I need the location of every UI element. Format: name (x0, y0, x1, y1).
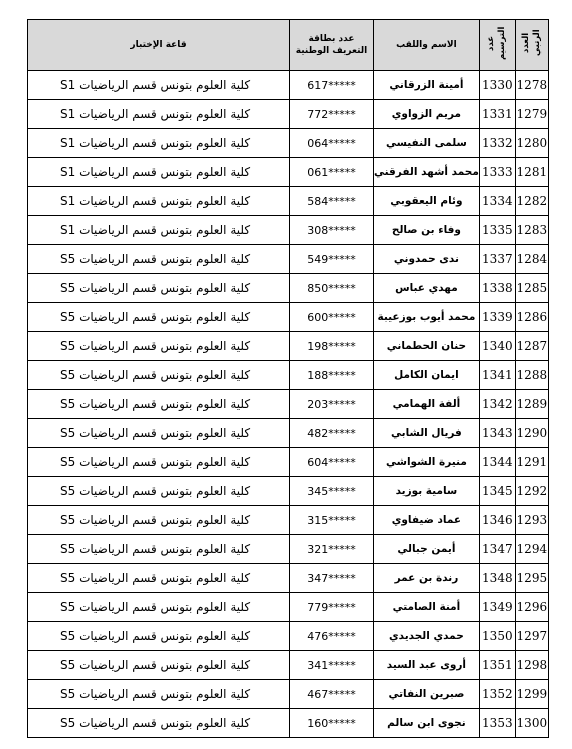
row-index: 1289 (515, 390, 548, 419)
row-id-card: 347***** (290, 564, 374, 593)
row-exam-room: كلية العلوم بتونس قسم الرياضيات S1 (28, 187, 290, 216)
row-exam-room: كلية العلوم بتونس قسم الرياضيات S5 (28, 332, 290, 361)
row-registration-number: 1334 (479, 187, 515, 216)
row-exam-room: كلية العلوم بتونس قسم الرياضيات S5 (28, 506, 290, 535)
row-registration-number: 1348 (479, 564, 515, 593)
row-name: سلمى النفيسي (374, 129, 480, 158)
table-row (28, 361, 549, 390)
row-name: رندة بن عمر (374, 564, 480, 593)
row-registration-number: 1347 (479, 535, 515, 564)
row-index: 1300 (515, 709, 548, 738)
header-room: قاعة الإختبار (28, 20, 290, 71)
row-registration-number: 1341 (479, 361, 515, 390)
row-name: محمد أيوب بوزعيبة (374, 303, 480, 332)
table-row (28, 535, 549, 564)
row-id-card: 160***** (290, 709, 374, 738)
row-name: مريم الزواوي (374, 100, 480, 129)
row-exam-room: كلية العلوم بتونس قسم الرياضيات S5 (28, 593, 290, 622)
table-row (28, 129, 549, 158)
row-index: 1291 (515, 448, 548, 477)
row-index: 1299 (515, 680, 548, 709)
row-registration-number: 1352 (479, 680, 515, 709)
row-index: 1284 (515, 245, 548, 274)
row-index: 1298 (515, 651, 548, 680)
row-registration-number: 1332 (479, 129, 515, 158)
row-exam-room: كلية العلوم بتونس قسم الرياضيات S5 (28, 419, 290, 448)
table-row (28, 390, 549, 419)
candidates-table (27, 19, 549, 738)
row-name: وفاء بن صالح (374, 216, 480, 245)
header-number (479, 20, 515, 71)
row-id-card: 345***** (290, 477, 374, 506)
table-row (28, 506, 549, 535)
table-row (28, 709, 549, 738)
row-name: حنان الحطماني (374, 332, 480, 361)
row-id-card: 061***** (290, 158, 374, 187)
row-id-card: 308***** (290, 216, 374, 245)
row-registration-number: 1346 (479, 506, 515, 535)
row-exam-room: كلية العلوم بتونس قسم الرياضيات S5 (28, 390, 290, 419)
row-index: 1280 (515, 129, 548, 158)
row-index: 1297 (515, 622, 548, 651)
row-registration-number: 1343 (479, 419, 515, 448)
row-id-card: 850***** (290, 274, 374, 303)
row-exam-room: كلية العلوم بتونس قسم الرياضيات S1 (28, 71, 290, 100)
row-exam-room: كلية العلوم بتونس قسم الرياضيات S5 (28, 361, 290, 390)
row-id-card: 315***** (290, 506, 374, 535)
row-id-card: 604***** (290, 448, 374, 477)
row-index: 1295 (515, 564, 548, 593)
table-row (28, 564, 549, 593)
table-row (28, 651, 549, 680)
row-name: ألفة الهمامي (374, 390, 480, 419)
row-index: 1288 (515, 361, 548, 390)
table-row (28, 680, 549, 709)
row-index: 1290 (515, 419, 548, 448)
table-row (28, 216, 549, 245)
row-exam-room: كلية العلوم بتونس قسم الرياضيات S1 (28, 216, 290, 245)
row-registration-number: 1350 (479, 622, 515, 651)
row-name: ايمان الكامل (374, 361, 480, 390)
row-index: 1283 (515, 216, 548, 245)
row-id-card: 064***** (290, 129, 374, 158)
row-exam-room: كلية العلوم بتونس قسم الرياضيات S1 (28, 129, 290, 158)
row-registration-number: 1337 (479, 245, 515, 274)
row-id-card: 321***** (290, 535, 374, 564)
header-index (515, 20, 548, 71)
row-registration-number: 1342 (479, 390, 515, 419)
table-row (28, 303, 549, 332)
row-id-card: 600***** (290, 303, 374, 332)
row-id-card: 198***** (290, 332, 374, 361)
row-index: 1287 (515, 332, 548, 361)
table-header (28, 20, 549, 71)
row-name: أمينة الزرقاني (374, 71, 480, 100)
row-index: 1281 (515, 158, 548, 187)
row-id-card: 584***** (290, 187, 374, 216)
row-index: 1285 (515, 274, 548, 303)
row-index: 1296 (515, 593, 548, 622)
row-registration-number: 1333 (479, 158, 515, 187)
row-index: 1279 (515, 100, 548, 129)
row-registration-number: 1331 (479, 100, 515, 129)
row-index: 1292 (515, 477, 548, 506)
row-id-card: 617***** (290, 71, 374, 100)
row-registration-number: 1344 (479, 448, 515, 477)
table-row (28, 274, 549, 303)
row-exam-room: كلية العلوم بتونس قسم الرياضيات S1 (28, 100, 290, 129)
row-index: 1294 (515, 535, 548, 564)
row-name: نجوى ابن سالم (374, 709, 480, 738)
row-exam-room: كلية العلوم بتونس قسم الرياضيات S5 (28, 622, 290, 651)
row-exam-room: كلية العلوم بتونس قسم الرياضيات S5 (28, 245, 290, 274)
row-registration-number: 1338 (479, 274, 515, 303)
table-row (28, 448, 549, 477)
row-registration-number: 1335 (479, 216, 515, 245)
row-exam-room: كلية العلوم بتونس قسم الرياضيات S5 (28, 651, 290, 680)
row-name: أمنة الصامتي (374, 593, 480, 622)
table-body (28, 71, 549, 738)
row-exam-room: كلية العلوم بتونس قسم الرياضيات S1 (28, 158, 290, 187)
row-registration-number: 1345 (479, 477, 515, 506)
row-registration-number: 1353 (479, 709, 515, 738)
header-card: عدد بطاقة التعريف الوطنية (290, 20, 374, 71)
row-id-card: 779***** (290, 593, 374, 622)
row-exam-room: كلية العلوم بتونس قسم الرياضيات S5 (28, 680, 290, 709)
header-row (28, 20, 549, 71)
row-name: أروى عبد السيد (374, 651, 480, 680)
row-exam-room: كلية العلوم بتونس قسم الرياضيات S5 (28, 564, 290, 593)
row-id-card: 467***** (290, 680, 374, 709)
table-row (28, 100, 549, 129)
row-exam-room: كلية العلوم بتونس قسم الرياضيات S5 (28, 535, 290, 564)
table-row (28, 593, 549, 622)
table-row (28, 419, 549, 448)
row-name: ندى حمدوني (374, 245, 480, 274)
header-name: الاسم واللقب (374, 20, 480, 71)
row-id-card: 188***** (290, 361, 374, 390)
row-name: فريال الشابي (374, 419, 480, 448)
row-name: أيمن جبالي (374, 535, 480, 564)
row-name: محمد أشهد الفرقني (374, 158, 480, 187)
row-index: 1278 (515, 71, 548, 100)
row-name: صبرين النفاتي (374, 680, 480, 709)
row-id-card: 482***** (290, 419, 374, 448)
row-id-card: 203***** (290, 390, 374, 419)
row-id-card: 476***** (290, 622, 374, 651)
table-row (28, 158, 549, 187)
row-name: وئام اليعقوبي (374, 187, 480, 216)
table-row (28, 332, 549, 361)
row-id-card: 772***** (290, 100, 374, 129)
table-row (28, 187, 549, 216)
row-id-card: 341***** (290, 651, 374, 680)
table-row (28, 245, 549, 274)
row-exam-room: كلية العلوم بتونس قسم الرياضيات S5 (28, 274, 290, 303)
table-row (28, 622, 549, 651)
row-registration-number: 1339 (479, 303, 515, 332)
row-exam-room: كلية العلوم بتونس قسم الرياضيات S5 (28, 448, 290, 477)
table-row (28, 71, 549, 100)
row-registration-number: 1340 (479, 332, 515, 361)
row-index: 1282 (515, 187, 548, 216)
row-exam-room: كلية العلوم بتونس قسم الرياضيات S5 (28, 303, 290, 332)
row-index: 1293 (515, 506, 548, 535)
row-id-card: 549***** (290, 245, 374, 274)
row-registration-number: 1351 (479, 651, 515, 680)
row-exam-room: كلية العلوم بتونس قسم الرياضيات S5 (28, 709, 290, 738)
header-number-label: عدد الترسيم (486, 26, 508, 60)
header-index-label: العدد الرتبي (520, 29, 542, 57)
row-name: مهدي عباس (374, 274, 480, 303)
row-registration-number: 1330 (479, 71, 515, 100)
row-name: منيرة الشواشي (374, 448, 480, 477)
row-name: حمدي الجديدي (374, 622, 480, 651)
row-index: 1286 (515, 303, 548, 332)
row-name: عماد ضيفاوي (374, 506, 480, 535)
row-name: سامية بوزيد (374, 477, 480, 506)
row-exam-room: كلية العلوم بتونس قسم الرياضيات S5 (28, 477, 290, 506)
table-row (28, 477, 549, 506)
row-registration-number: 1349 (479, 593, 515, 622)
